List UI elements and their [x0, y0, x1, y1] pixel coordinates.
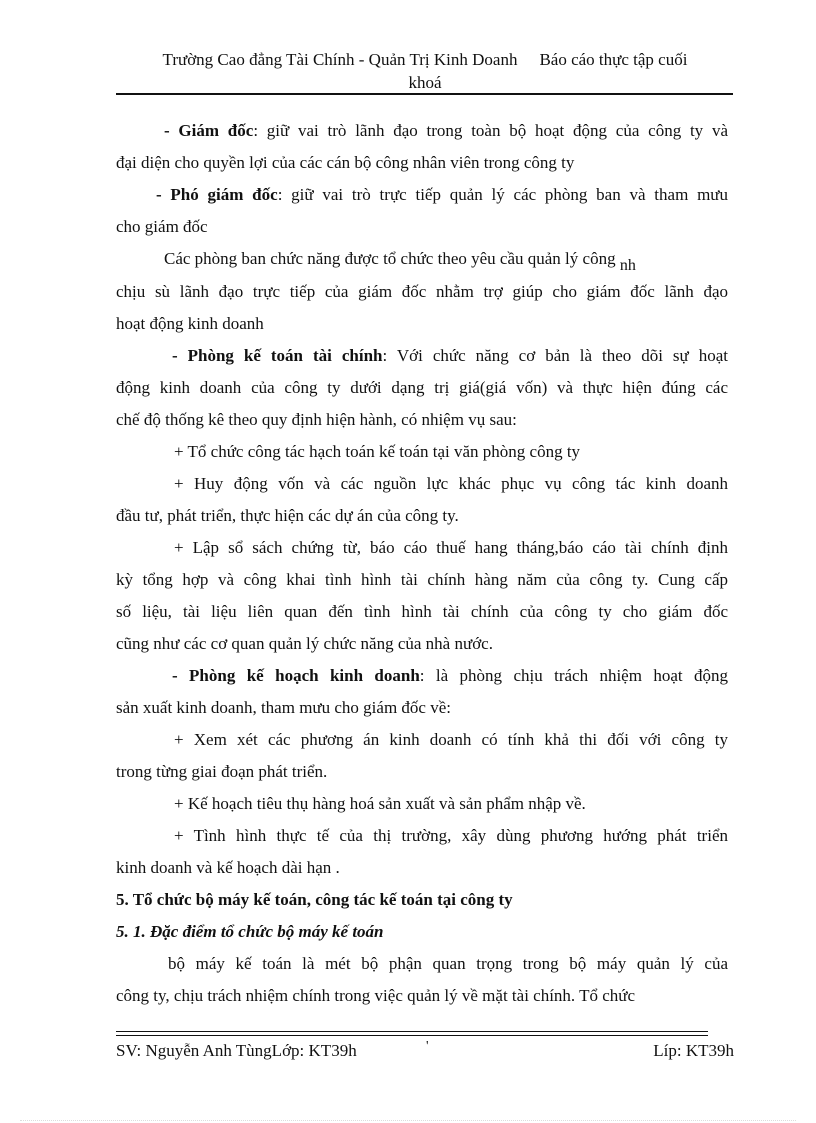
paragraph-text: : là phòng chịu trách nhiệm hoạt động — [419, 666, 728, 685]
list-item: + Lập sổ sách chứng từ, báo cáo thuế hang tháng,báo cáo tài chính định — [174, 538, 728, 557]
paragraph-line: kỳ tổng hợp và công khai tình hình tài chính hàng năm của công ty. Cung cấp — [116, 570, 728, 589]
paragraph-departments — [116, 243, 728, 276]
paragraph-line: hoạt động kinh doanh — [116, 314, 264, 333]
paragraph-line: đại diện cho quyền lợi của các cán bộ công nhân viên trong công ty — [116, 153, 575, 172]
paragraph-line: cho giám đốc — [116, 217, 208, 236]
paragraph-line: trong từng giai đoạn phát triển. — [116, 762, 328, 781]
paragraph-deputy-director — [116, 179, 728, 211]
footer-student: SV: Nguyễn Anh TùngLớp: KT39h — [116, 1041, 357, 1060]
paragraph-planning-dept — [116, 660, 728, 692]
footer-rule — [116, 1035, 708, 1036]
paragraph-text: Các phòng ban chức năng được tổ chức theo yêu cầu quản lý công — [164, 249, 616, 268]
paragraph-line: chịu sù lãnh đạo trực tiếp của giám đốc nhằm trợ giúp cho giám đốc lãnh đạo — [116, 282, 728, 301]
paragraph-text: : giữ vai trò trực tiếp quản lý các phòng ban và tham mưu — [277, 185, 729, 204]
list-item: + Kế hoạch tiêu thụ hàng hoá sản xuất và sản phẩm nhập về. — [174, 794, 586, 813]
list-item: + Tổ chức công tác hạch toán kế toán tại văn phòng công ty — [174, 442, 581, 461]
header-rule — [116, 93, 733, 95]
paragraph-line: bộ máy kế toán là mét bộ phận quan trọng trong bộ máy quản lý của — [168, 954, 728, 973]
header-report-title-cont: khoá — [408, 73, 442, 92]
paragraph-line: sản xuất kinh doanh, tham mưu cho giám đốc về: — [116, 698, 451, 717]
page-header — [116, 48, 734, 94]
list-item: + Huy động vốn và các nguồn lực khác phục vụ công tác kinh doanh — [174, 474, 728, 493]
term-accounting-dept: - Phòng kế toán tài chính — [172, 346, 383, 365]
body-text — [116, 115, 728, 1012]
paragraph-text: : Với chức năng cơ bản là theo dõi sự hoạt — [382, 346, 728, 365]
paragraph-text: : giữ vai trò lãnh đạo trong toàn bộ hoạt động của công ty và — [253, 121, 728, 140]
list-item: + Xem xét các phương án kinh doanh có tính khả thi đối với công ty — [174, 730, 728, 749]
paragraph-line: chế độ thống kê theo quy định hiện hành, có nhiệm vụ sau: — [116, 410, 517, 429]
section-heading: 5. Tổ chức bộ máy kế toán, công tác kế toán tại công ty — [116, 890, 513, 909]
paragraph-accounting-dept — [116, 340, 728, 372]
footer-rule — [116, 1031, 708, 1032]
footer-class: Líp: KT39h — [653, 1041, 734, 1060]
page-edge-dots — [20, 1120, 796, 1121]
list-item: + Tình hình thực tế của thị trường, xây dùng phương hướng phát triển — [174, 826, 728, 845]
term-deputy-director: - Phó giám đốc — [156, 185, 278, 204]
paragraph-line: số liệu, tài liệu liên quan đến tình hình tài chính của công ty cho giám đốc — [116, 602, 728, 621]
paragraph-line: kinh doanh và kế hoạch dài hạn . — [116, 858, 340, 877]
paragraph-text: nh — [619, 257, 636, 274]
term-director: - Giám đốc — [164, 121, 254, 140]
term-planning-dept: - Phòng kế hoạch kinh doanh — [172, 666, 420, 685]
paragraph-director — [116, 115, 728, 147]
paragraph-line: công ty, chịu trách nhiệm chính trong việc quản lý về mặt tài chính. Tổ chức — [116, 986, 636, 1005]
paragraph-line: cũng như các cơ quan quản lý chức năng của nhà nước. — [116, 634, 493, 653]
header-school: Trường Cao đẳng Tài Chính - Quản Trị Kinh Doanh — [162, 50, 518, 69]
paragraph-line: đầu tư, phát triển, thực hiện các dự án của công ty. — [116, 506, 459, 525]
subsection-heading: 5. 1. Đặc điểm tổ chức bộ máy kế toán — [116, 922, 384, 941]
footer-page-mark: ' — [426, 1039, 429, 1054]
paragraph-line: động kinh doanh của công ty dưới dạng trị giá(giá vốn) và thực hiện đúng các — [116, 378, 728, 397]
header-report-title: Báo cáo thực tập cuối — [539, 50, 688, 69]
